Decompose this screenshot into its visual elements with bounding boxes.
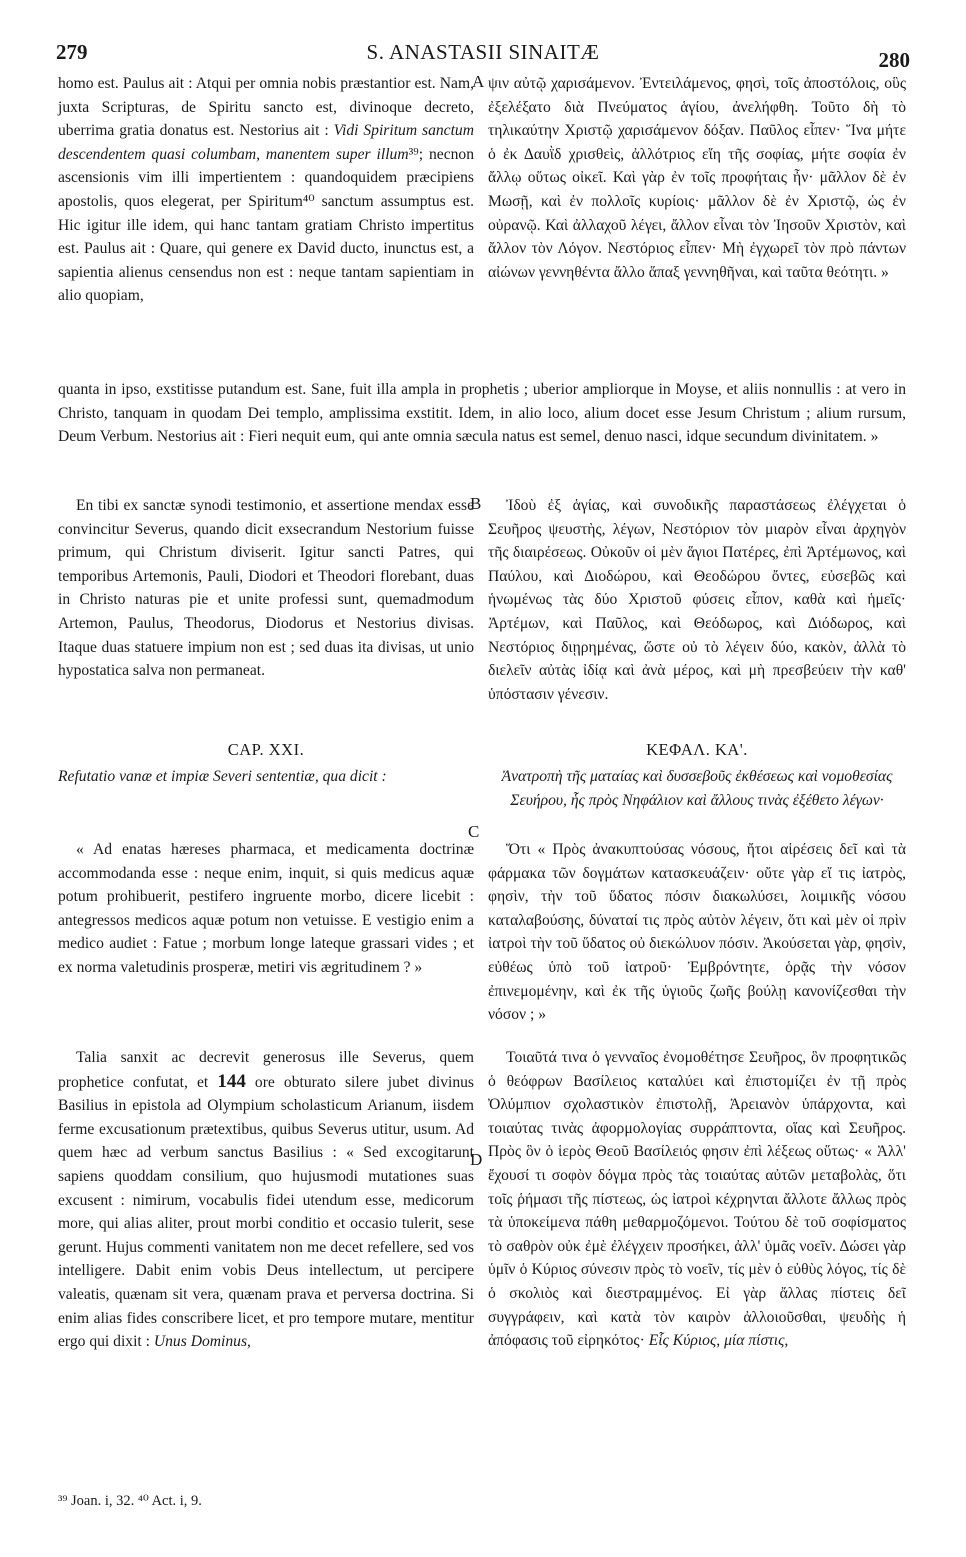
column-number: 144: [217, 1070, 246, 1092]
latin-text: Talia sanxit ac decrevit generosus ille Severus, quem prophetice confutat, et: [58, 1049, 474, 1091]
chapter-subtitle-latin: Refutatio vanæ et impiæ Severi sententiæ, qua dicit :: [58, 768, 387, 785]
chapter-subtitle-greek: Ἀνατροπὴ τῆς ματαίας καὶ δυσσεβοῦς ἐκθέσεως καὶ νομοθεσίας Σευήρου, ἧς πρὸς Νηφάλιον καὶ ἄλλους τινὰς ἐξέθετο λέγων·: [501, 768, 893, 809]
greek-paragraph-3: Ὅτι « Πρὸς ἀνακυπτούσας νόσους, ἤτοι αἱρέσεις δεῖ καὶ τὰ φάρμακα τῶν δογμάτων κατασκευάζειν· οὔτε γὰρ εἴ τις ἰατρὸς, φησὶν, τὴν τοῦ ὕδατος πόσιν διακωλύσει, λοιμικῆς νόσου καταλαβούσης, δύναταί τις πρὸς αὐτὸν λέγειν, ὅτι καὶ μὲν οἱ πρὶν ἰατροὶ τὴν τοῦ ὕδατος οὐ διεκώλυον πόσιν. Ἀκούσεται γὰρ, φησὶν, εὐθέως ὑπὸ τοῦ ἰατροῦ· Ἐμβρόντητε, ὁρᾷς τὴν νόσον ἐπινεμομένην, καὶ ἐκ τῆς ὑγιοῦς ζωῆς βούλῃ κανονίζεσθαι τὴν νόσον ; »: [488, 841, 906, 1024]
latin-paragraph-2: En tibi ex sanctæ synodi testimonio, et assertione mendax esse convincitur Severus, quando dicit exsecrandum Nestorium fuisse primum, qui Christum diviserit. Igitur sancti Patres, qui temporibus Artemonis, Pauli, Diodori et Theodori florebant, duas in Christo naturas pie et unite professi sunt, quemadmodum Artemon, Paulus, Theodorus, Diodorus et Nestorius divisas. Itaque duas statuere impium non est ; sed duas ita divisas, ut unio hypostatica salva non permaneat.: [58, 497, 474, 680]
latin-paragraph-1: [58, 72, 474, 308]
latin-paragraph-4: [58, 1046, 474, 1354]
latin-quote: Vidi Spiritum sanctum descendentem quasi columbam, manentem super illum: [58, 122, 474, 163]
page-number-right: 280: [878, 48, 910, 72]
chapter-heading-greek: ΚΕΦΑΛ. ΚΑ'.: [646, 740, 748, 759]
latin-text: homo est. Paulus ait : Atqui per omnia nobis præstantior est. Nam, juxta Scripturas, de Spiritu sancto est, divinoque decreto, uberrima gratia donatus est. Nestorius ait :: [58, 75, 474, 140]
margin-marker-c: C: [468, 822, 480, 841]
greek-paragraph-2: Ἰδοὺ ἐξ ἁγίας, καὶ συνοδικῆς παραστάσεως ἐλέγχεται ὁ Σευῆρος ψευστὴς, λέγων, Νεστόριον τὸν μιαρὸν εἶναι ἀρχηγὸν τῆς διαιρέσεως. Οὐκοῦν οἱ μὲν ἅγιοι Πατέρες, ἐπὶ Ἀρτέμωνος, καὶ Παύλου, καὶ Διοδώρου, καὶ Θεοδώρου ὄντες, εὐσεβῶς καὶ ἡνωμένως τὰς δύο Χριστοῦ φύσεις εἶπον, καθὰ καὶ ἡμεῖς· Ἀρτέμων, καὶ Παῦλος, καὶ Θεόδωρος, καὶ Διόδωρος, καὶ Νεστόριος διῃρημένας, ὥστε οὐ τὸ λέγειν δύο, κακὸν, ἀλλὰ τὸ διελεῖν αὐτὰς ἰδίᾳ καὶ ἀνὰ μέρος, καὶ μὴ πρεσβεύειν τὴν καθ' ὑπόστασιν γένεσιν.: [488, 497, 906, 703]
greek-paragraph-1: ψιν αὐτῷ χαρισάμενον. Ἐντειλάμενος, φησὶ, τοῖς ἀποστόλοις, οὓς ἐξελέξατο διὰ Πνεύματος ἁγίου, ἀνελήφθη. Τοῦτο δὴ τὸ τηλικαύτην Χριστῷ χαρισάμενον δόξαν. Παῦλος εἶπεν· Ἵνα μήτε ὁ ἐκ Δαυῒδ χρισθεὶς, ἀλλότριος εἴη τῆς σοφίας, μήτε σοφία ἐν ἄλλῳ οὕτως οἰκεῖ. Καὶ γὰρ ἐν τοῖς προφήταις ἦν· μᾶλλον δὲ ἐν Μωσῇ, καὶ ἐν πολλοῖς κυρίοις· μᾶλλον δὲ ἐν Χριστῷ, ὡς ἐν οὐρανῷ. Καὶ ἀλλαχοῦ λέγει, ἄλλον εἶναι τὸν Ἰησοῦν Χριστὸν, καὶ ἄλλον τὸν Λόγον. Νεστόριος εἶπεν· Μὴ ἐγχωρεῖ τὸν πρὸ πάντων αἰώνων γεννηθέντα ἄλλο ἅπαξ γεννηθῆναι, καὶ ταῦτα θεότητι. »: [488, 75, 906, 281]
latin-paragraph-1-continued: quanta in ipso, exstitisse putandum est. Sane, fuit illa ampla in prophetis ; uberior ampliorque in Moyse, et aliis nonnullis : at vero in Christo, tanquam in quodam Dei templo, amplissima exstitit. Idem, in alio loco, alium docet esse Jesum Christum ; alium rursum, Deum Verbum. Nestorius ait : Fieri nequit eum, qui ante omnia sæcula natus est semel, denuo nasci, idque secundum divinitatem. »: [58, 381, 906, 446]
margin-marker-b: B: [470, 494, 482, 513]
margin-marker-a: A: [472, 72, 485, 91]
greek-text: Τοιαῦτά τινα ὁ γενναῖος ἐνομοθέτησε Σευῆρος, ὃν προφητικῶς ὁ θεόφρων Βασίλειος καταλύει καὶ ἐπιστομίζει ἐν τῇ πρὸς Ὀλύμπιον σχολαστικὸν ἐπιστολῇ, Ἀρειανὸν ὑπάρχοντα, καὶ τοιαύτας τινὰς ἀφορμολογίας συρράπτοντα, οἵας καὶ Σευῆρος. Πρὸς ὃν ὁ ἱερὸς Θεοῦ Βασίλειός φησιν ἐπὶ λέξεως οὕτως· « Ἀλλ' ἔχουσί τι σοφὸν δόγμα πρὸς τὰς τοιαύτας αὐτῶν μεταβολὰς, ὅτι τοῖς ῥήμασι τῆς πίστεως, ὡς ἰατροὶ κέχρηνται ἄλλοτε ἄλλως πρὸς τὰ ὑποκείμενα πάθη μεθαρμοζόμενοι. Τούτου δὲ τοῦ σοφίσματος τὸ σαθρὸν οὐκ ἐμὲ ἐλέγχειν προσήκει, ἀλλ' ὑμᾶς νοεῖν. Δώσει γὰρ ὑμῖν ὁ Κύριος σύνεσιν πρὸς τὸ νοεῖν, τίς μὲν ὁ εὐθὺς λόγος, τίς δὲ ὁ σκολιὸς καὶ διεστραμμένος. Εἰ γὰρ ἄλλας πίστεις δεῖ συγγράφειν, καὶ κατὰ τὸν καιρὸν ἀλλοιοῦσθαι, ψευδὴς ἡ ἀπόφασις τοῦ εἰρηκότος·: [488, 1049, 906, 1350]
margin-marker-d: D: [470, 1150, 483, 1169]
page-header: [56, 36, 910, 70]
footnotes: ³⁹ Joan. i, 32. ⁴⁰ Act. i, 9.: [58, 1493, 202, 1509]
latin-paragraph-3: « Ad enatas hæreses pharmaca, et medicamenta doctrinæ accommodanda esse : neque enim, inquit, si quis medicus aquæ potum prohibuerit, pestifero ingruente morbo, dicere licebit : antegressos medicos aquæ potum non vetuisse. E vestigio enim a medico audiet : Fatue ; morbum longe lateque grassari vides ; et ex norma valetudinis prosperæ, metiri vis ægritudinem ? »: [58, 841, 474, 976]
latin-text: ,: [247, 1333, 251, 1351]
page-number-left: 279: [56, 40, 88, 64]
running-title: S. ANASTASII SINAITÆ: [366, 40, 600, 64]
chapter-heading-latin: CAP. XXI.: [227, 740, 305, 759]
greek-paragraph-4: [488, 1046, 906, 1353]
greek-quote: Εἷς Κύριος, μία πίστις,: [648, 1332, 789, 1350]
latin-text: ore obturato silere jubet divinus Basilius in epistola ad Olympium scholasticum Arianum, iisdem ferme excusationum prætextibus, quibus Severus utitur, usum. Ad quem hæc ad verbum sanctus Basilius : « Sed excogitarunt sapiens quoddam consilium, quo hujusmodi mutationes suas excusent : nimirum, vocabulis fidei utendum esse, medicorum more, qui alias aliter, prout morbi conditio et occasio tulerit, sese gerunt. Hujus commenti vanitatem non me decet refellere, sed vos intelligere. Dabit enim vobis Deus intellectum, ut percipere valeatis, quænam sit vera, quænam prava et perversa doctrina. Si enim alias fides conscribere licet, et pro tempore mutare, mentitur ergo qui dixit :: [58, 1073, 474, 1351]
latin-quote: Unus Dominus: [153, 1333, 248, 1351]
latin-text: ³⁹; necnon ascensionis vim illi impertientem : quandoquidem præcipiens apostolis, quos elegerat, per Spiritum⁴⁰ sanctum assumptus est. Hic igitur ille idem, qui hanc tantam gratiam Christo impertitus est. Paulus ait : Quare, qui genere ex David ducto, inunctus est, a sapientia alienus censendus non est : neque tantam sapientiam in alio quopiam,: [58, 145, 475, 305]
